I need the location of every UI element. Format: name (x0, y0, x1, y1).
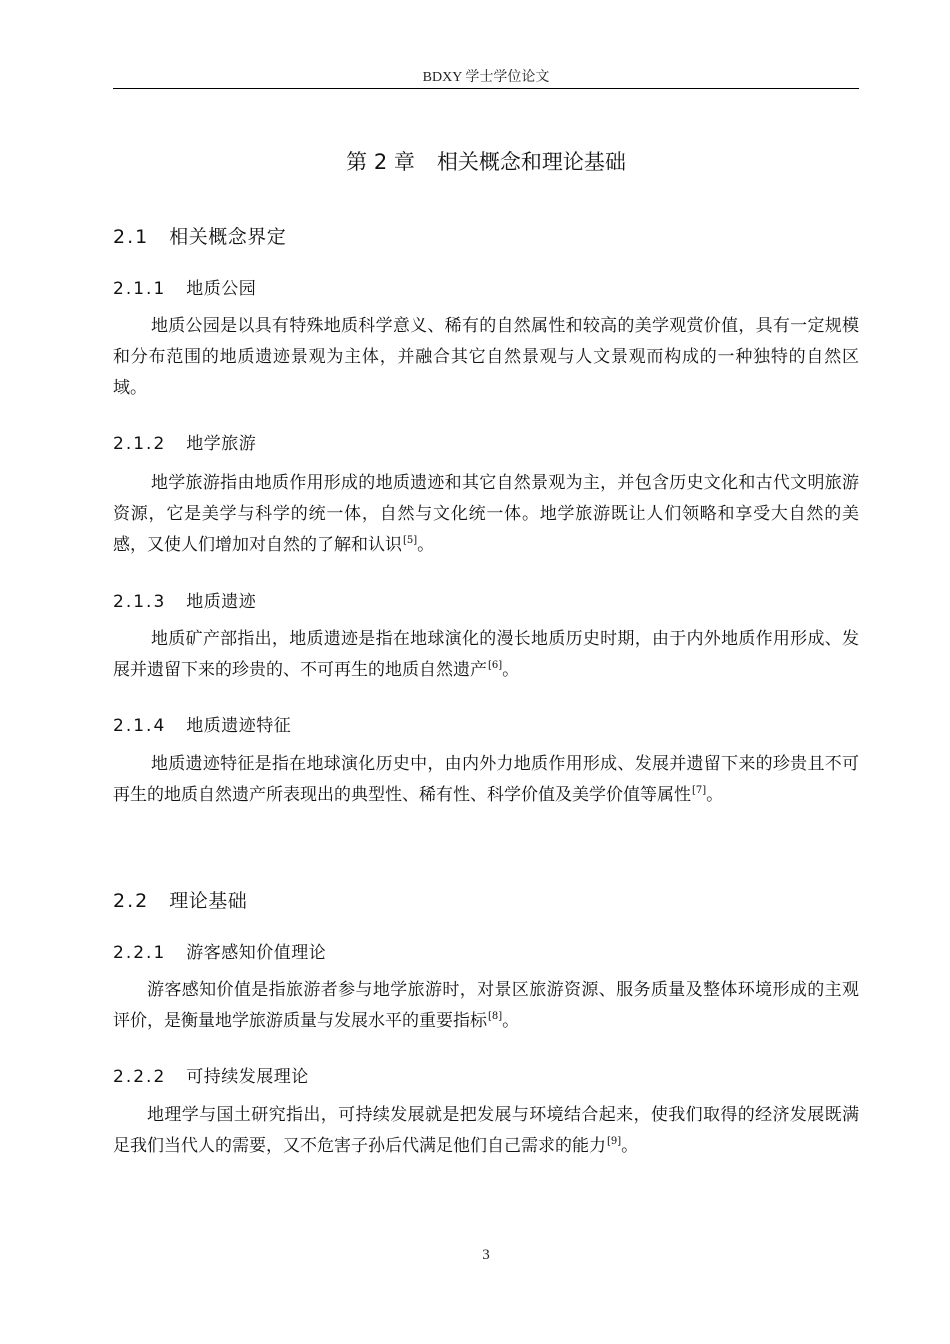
paragraph-text: 游客感知价值是指旅游者参与地学旅游时，对景区旅游资源、服务质量及整体环境形成的主观评价，是衡量地学旅游质量与发展水平的重要指标 (113, 980, 859, 1031)
section-title: 相关概念界定 (169, 226, 287, 248)
subsection-number: 2.1.1 (113, 279, 167, 299)
subsection-title: 地学旅游 (186, 434, 257, 454)
paragraph-geoheritage (113, 624, 859, 686)
subsection-heading-2-1-3 (113, 587, 256, 612)
chapter-title (113, 146, 859, 176)
section-title: 理论基础 (169, 890, 248, 912)
subsection-title: 游客感知价值理论 (186, 943, 327, 963)
subsection-number: 2.1.3 (113, 592, 167, 612)
subsection-heading-2-1-2 (113, 429, 256, 454)
paragraph-sustainable-development (113, 1100, 859, 1162)
section-number: 2.1 (113, 226, 150, 248)
paragraph-geotourism (113, 468, 859, 561)
chapter-title-text: 相关概念和理论基础 (436, 150, 626, 174)
page-number: 3 (482, 1247, 490, 1263)
paragraph-geoheritage-features (113, 749, 859, 811)
paragraph-text: 地质遗迹特征是指在地球演化历史中，由内外力地质作用形成、发展并遗留下来的珍贵且不可再生的地质自然遗产所表现出的典型性、稀有性、科学价值及美学价值等属性 (113, 754, 859, 805)
citation-ref: [8] (488, 1011, 503, 1022)
paragraph-text: 地学旅游指由地质作用形成的地质遗迹和其它自然景观为主，并包含历史文化和古代文明旅游资源，它是美学与科学的统一体，自然与文化统一体。地学旅游既让人们领略和享受大自然的美感，又使人们增加对自然的了解和认识 (113, 473, 859, 555)
subsection-heading-2-1-1 (113, 274, 256, 299)
section-heading-2-2 (113, 886, 247, 913)
subsection-number: 2.1.4 (113, 716, 167, 736)
subsection-title: 可持续发展理论 (186, 1067, 309, 1087)
header-rule (113, 88, 859, 89)
citation-ref: [9] (607, 1136, 622, 1147)
paragraph-end: 。 (502, 660, 520, 680)
subsection-heading-2-2-2 (113, 1062, 309, 1087)
subsection-heading-2-1-4 (113, 711, 291, 736)
paragraph-text: 地理学与国土研究指出，可持续发展就是把发展与环境结合起来，使我们取得的经济发展既满足我们当代人的需要，又不危害子孙后代满足他们自己需求的能力 (113, 1105, 859, 1156)
paragraph-end: 。 (502, 1011, 520, 1031)
subsection-number: 2.2.1 (113, 943, 167, 963)
subsection-heading-2-2-1 (113, 938, 326, 963)
subsection-title: 地质遗迹 (186, 592, 257, 612)
citation-ref: [6] (488, 660, 503, 671)
chapter-number: 第 2 章 (346, 150, 415, 174)
subsection-title: 地质遗迹特征 (186, 716, 292, 736)
paragraph-geopark (113, 311, 859, 404)
section-number: 2.2 (113, 890, 150, 912)
paragraph-perceived-value (113, 975, 859, 1037)
paragraph-text: 地质公园是以具有特殊地质科学意义、稀有的自然属性和较高的美学观赏价值，具有一定规模和分布范围的地质遗迹景观为主体，并融合其它自然景观与人文景观而构成的一种独特的自然区域。 (113, 316, 859, 398)
paragraph-end: 。 (706, 785, 724, 805)
paragraph-text: 地质矿产部指出，地质遗迹是指在地球演化的漫长地质历史时期，由于内外地质作用形成、发展并遗留下来的珍贵的、不可再生的地质自然遗产 (113, 629, 859, 680)
citation-ref: [5] (403, 535, 418, 546)
paragraph-end: 。 (621, 1136, 639, 1156)
subsection-title: 地质公园 (186, 279, 257, 299)
paragraph-end: 。 (417, 535, 435, 555)
citation-ref: [7] (692, 785, 707, 796)
running-header: BDXY 学士学位论文 (422, 70, 550, 85)
section-heading-2-1 (113, 222, 286, 249)
subsection-number: 2.2.2 (113, 1067, 167, 1087)
subsection-number: 2.1.2 (113, 434, 167, 454)
